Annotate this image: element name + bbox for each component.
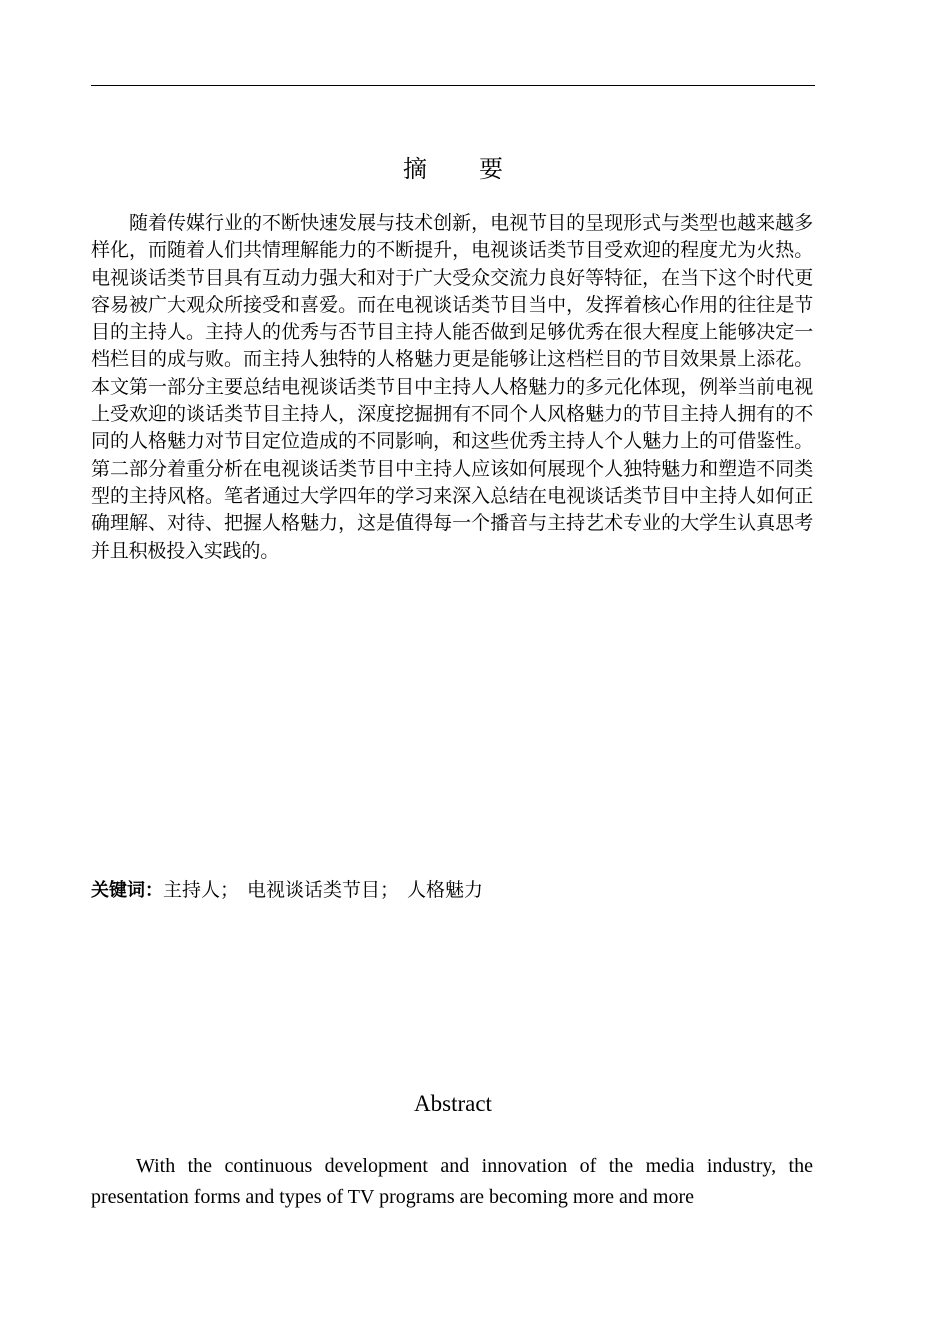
english-abstract-paragraph: With the continuous development and innovation of the media industry, the presentation forms and types of TV programs are becoming more and more [91,1155,813,1208]
title-char-2: 要 [479,155,503,183]
chinese-abstract-paragraph: 随着传媒行业的不断快速发展与技术创新，电视节目的呈现形式与类型也越来越多样化，而随着人们共情理解能力的不断提升，电视谈话类节目受欢迎的程度尤为火热。电视谈话类节目具有互动力强大和对于广大受众交流力良好等特征，在当下这个时代更容易被广大观众所接受和喜爱。而在电视谈话类节目当中，发挥着核心作用的往往是节目的主持人。主持人的优秀与否节目主持人能否做到足够优秀在很大程度上能够决定一档栏目的成与败。而主持人独特的人格魅力更是能够让这档栏目的节目效果景上添花。本文第一部分主要总结电视谈话类节目中主持人人格魅力的多元化体现，例举当前电视上受欢迎的谈话类节目主持人，深度挖掘拥有不同个人风格魅力的节目主持人拥有的不同的人格魅力对节目定位造成的不同影响，和这些优秀主持人个人魅力上的可借鉴性。第二部分着重分析在电视谈话类节目中主持人应该如何展现个人独特魅力和塑造不同类型的主持风格。笔者通过大学四年的学习来深入总结在电视谈话类节目中主持人如何正确理解、对待、把握人格魅力，这是值得每一个播音与主持艺术专业的大学生认真思考并且积极投入实践的。 [91,212,813,562]
keywords-label: 关键词： [91,880,163,901]
keyword-2: 电视谈话类节目； [247,879,400,901]
english-abstract-title: Abstract [414,1091,492,1116]
keyword-1: 主持人； [163,879,240,901]
header-rule [91,85,815,86]
keyword-3: 人格魅力 [407,879,484,901]
title-char-1: 摘 [403,155,427,183]
keywords-line [91,876,815,905]
chinese-abstract-title [91,152,815,186]
